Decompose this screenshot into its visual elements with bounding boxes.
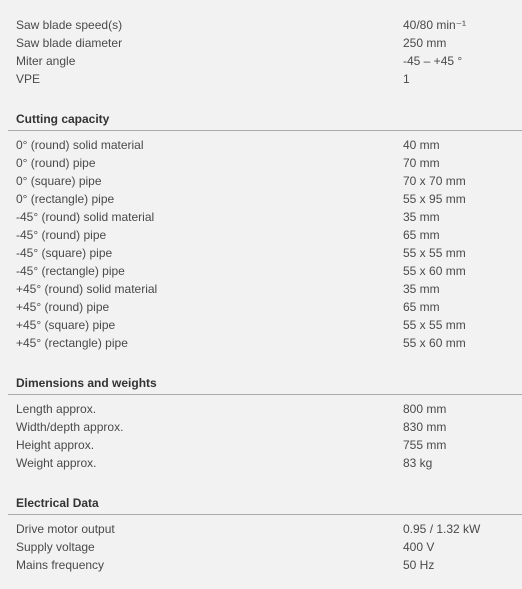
spec-value: 40/80 min⁻¹ [403, 18, 467, 32]
spec-row [16, 454, 522, 472]
spec-value: 0.95 / 1.32 kW [403, 522, 481, 536]
spec-label: 0° (round) pipe [16, 156, 96, 170]
spec-row [16, 190, 522, 208]
spec-value: 400 V [403, 540, 435, 554]
spec-value: 70 x 70 mm [403, 174, 466, 188]
spec-label: -45° (round) solid material [16, 210, 155, 224]
spec-label: Miter angle [16, 54, 76, 68]
spec-row [16, 208, 522, 226]
spec-label: Supply voltage [16, 540, 95, 554]
spec-value: 35 mm [403, 210, 440, 224]
spec-label: Mains frequency [16, 558, 105, 572]
spec-row [16, 400, 522, 418]
spec-value: 55 x 55 mm [403, 246, 466, 260]
spec-label: Width/depth approx. [16, 420, 124, 434]
spec-value: 800 mm [403, 402, 447, 416]
spec-label: Drive motor output [16, 522, 115, 536]
spec-value: 50 Hz [403, 558, 435, 572]
spec-label: +45° (rectangle) pipe [16, 336, 128, 350]
spec-value: 830 mm [403, 420, 447, 434]
spec-row [16, 418, 522, 436]
spec-value: -45 – +45 ° [403, 54, 463, 68]
spec-label: Saw blade diameter [16, 36, 123, 50]
spec-row [16, 226, 522, 244]
spec-row-miter-angle [16, 52, 522, 70]
spec-label: Saw blade speed(s) [16, 18, 123, 32]
section-title-cutting-capacity: Cutting capacity [16, 112, 110, 126]
spec-row [16, 262, 522, 280]
spec-row [16, 136, 522, 154]
spec-label: -45° (rectangle) pipe [16, 264, 125, 278]
spec-row [16, 172, 522, 190]
spec-value: 83 kg [403, 456, 433, 470]
spec-row-saw-blade-diameter [16, 34, 522, 52]
spec-row-saw-blade-speed [16, 16, 522, 34]
spec-label: +45° (round) solid material [16, 282, 158, 296]
spec-value: 55 x 60 mm [403, 264, 466, 278]
spec-value: 65 mm [403, 300, 440, 314]
spec-row [16, 244, 522, 262]
spec-value: 55 x 60 mm [403, 336, 466, 350]
spec-value: 40 mm [403, 138, 440, 152]
spec-label: -45° (round) pipe [16, 228, 107, 242]
spec-value: 55 x 55 mm [403, 318, 466, 332]
spec-row [16, 280, 522, 298]
spec-label: VPE [16, 72, 41, 86]
spec-label: 0° (square) pipe [16, 174, 102, 188]
spec-label: 0° (round) solid material [16, 138, 144, 152]
spec-value: 65 mm [403, 228, 440, 242]
spec-value: 55 x 95 mm [403, 192, 466, 206]
spec-row [16, 538, 522, 556]
spec-row [16, 436, 522, 454]
section-divider [8, 130, 522, 131]
spec-label: +45° (round) pipe [16, 300, 110, 314]
spec-value: 1 [403, 72, 410, 86]
spec-value: 35 mm [403, 282, 440, 296]
section-title-electrical-data: Electrical Data [16, 496, 99, 510]
section-divider [8, 514, 522, 515]
spec-label: Weight approx. [16, 456, 97, 470]
spec-label: Height approx. [16, 438, 95, 452]
spec-row [16, 334, 522, 352]
spec-row [16, 520, 522, 538]
spec-label: -45° (square) pipe [16, 246, 113, 260]
spec-label: Length approx. [16, 402, 97, 416]
spec-row [16, 316, 522, 334]
section-title-dimensions-and-weights: Dimensions and weights [16, 376, 157, 390]
spec-row [16, 556, 522, 574]
spec-label: +45° (square) pipe [16, 318, 116, 332]
spec-row [16, 154, 522, 172]
section-divider [8, 394, 522, 395]
spec-label: 0° (rectangle) pipe [16, 192, 115, 206]
spec-value: 755 mm [403, 438, 447, 452]
spec-value: 70 mm [403, 156, 440, 170]
spec-row [16, 298, 522, 316]
spec-value: 250 mm [403, 36, 447, 50]
spec-row-vpe [16, 70, 522, 88]
